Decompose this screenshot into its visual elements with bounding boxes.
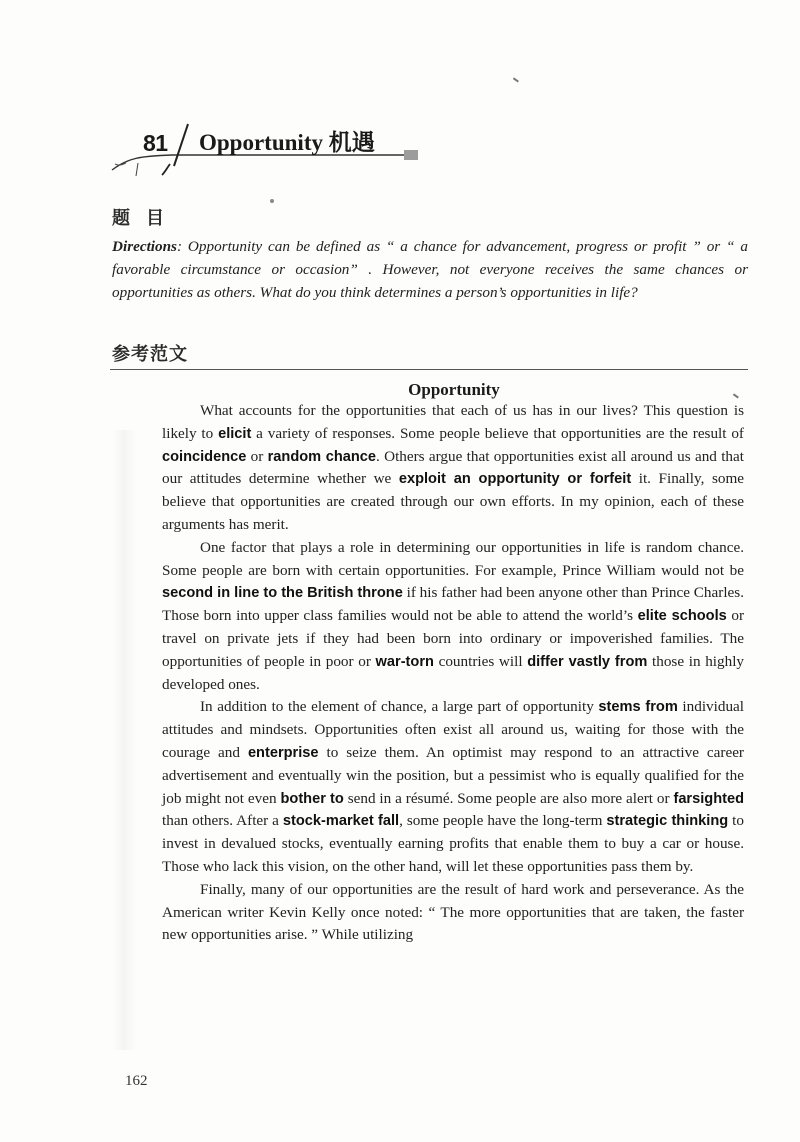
essay-text: those in highly developed ones. [162, 652, 745, 693]
keyword-phrase: second in line to the British throne [162, 585, 403, 602]
keyword-phrase: farsighted [673, 790, 744, 807]
essay-paragraph [162, 537, 744, 697]
essay-text: Finally, many of our opportunities are the result of hard work and perseverance. As the American writer Kevin Kelly once noted: “ The more opportunities that are taken, the faster new opportunities arise. ” While utilizing [162, 880, 744, 944]
essay-text: to invest in devalued stocks, eventually earning profits that enable them to buy a car or house. Those who lack this vision, on the other hand, will let these opportunities pass them by. [162, 812, 744, 875]
directions-text [112, 235, 748, 305]
keyword-phrase: stems from [598, 699, 678, 716]
essay-text: than others. After a [162, 812, 283, 830]
essay-text: or travel on private jets if they had been born into ordinary or impoverished families. The opportunities of people in poor or [162, 607, 744, 670]
section-divider [110, 369, 748, 370]
page-number: 162 [125, 1073, 148, 1089]
essay-text: a variety of responses. Some people believe that opportunities are the result of [251, 424, 744, 442]
essay-text: or [246, 447, 268, 465]
chapter-header [110, 118, 430, 178]
keyword-phrase: elite schools [637, 608, 727, 625]
keyword-phrase: random chance [267, 448, 376, 465]
chapter-number: 81 [143, 130, 168, 156]
essay-text: , some people have the long-term [399, 812, 607, 830]
essay-text: . Others argue that opportunities exist all around us and that our attitudes determine whether we [162, 447, 744, 488]
scan-speck [270, 199, 274, 203]
keyword-phrase: bother to [280, 790, 344, 807]
keyword-phrase: war-torn [375, 653, 434, 670]
keyword-phrase: elicit [218, 425, 252, 442]
essay-paragraph [162, 400, 744, 537]
directions-label: Directions [112, 238, 177, 255]
keyword-phrase: differ vastly from [527, 653, 648, 670]
essay-text: In addition to the element of chance, a large part of opportunity [200, 698, 599, 716]
directions-body: : Opportunity can be defined as “ a chance for advancement, progress or profit ” or “ a favorable circumstance or occasion” . However, not everyone receives the same chances or opportunities as others. What do you think determines a person’s opportunities in life? [112, 238, 748, 302]
essay-text: send in a résumé. Some people are also more alert or [343, 789, 674, 807]
keyword-phrase: exploit an opportunity or forfeit [398, 471, 632, 488]
topic-heading: 题目 [112, 208, 180, 229]
essay-text: if his father had been anyone other than Prince Charles. Those born into upper class families would not be able to attend the world’s [162, 584, 744, 625]
essay-text: to seize them. An optimist may respond to an attractive career advertisement and eventually win the position, but a pessimist who is equally qualified for the job might not even [162, 743, 744, 807]
essay-body [162, 400, 744, 947]
essay-paragraph [162, 696, 744, 878]
keyword-phrase: enterprise [247, 744, 319, 761]
keyword-phrase: strategic thinking [606, 813, 729, 830]
essay-text: What accounts for the opportunities that each of us has in our lives? This question is likely to [162, 402, 744, 442]
essay-text: One factor that plays a role in determining our opportunities in life is random chance. Some people are born with certain opportunities. For example, Prince William would not be [162, 538, 744, 579]
chapter-title: Opportunity 机遇 [199, 130, 375, 155]
scan-mark [513, 77, 519, 82]
keyword-phrase: stock-market fall [282, 813, 400, 830]
chapter-end-marker [404, 150, 418, 160]
keyword-phrase: coincidence [162, 448, 247, 465]
essay-text: it. Finally, some believe that opportunities are created through our own efforts. In my opinion, each of these arguments has merit. [162, 470, 745, 533]
essay-paragraph [162, 879, 744, 947]
essay-text: individual attitudes and mindsets. Opportunities often exist all around us, waiting for those with the courage and [162, 698, 744, 761]
model-essay-heading: 参考范文 [112, 344, 188, 365]
essay-text: countries will [433, 652, 528, 670]
scan-gutter-shade [112, 430, 136, 1050]
essay-title: Opportunity [408, 380, 500, 399]
